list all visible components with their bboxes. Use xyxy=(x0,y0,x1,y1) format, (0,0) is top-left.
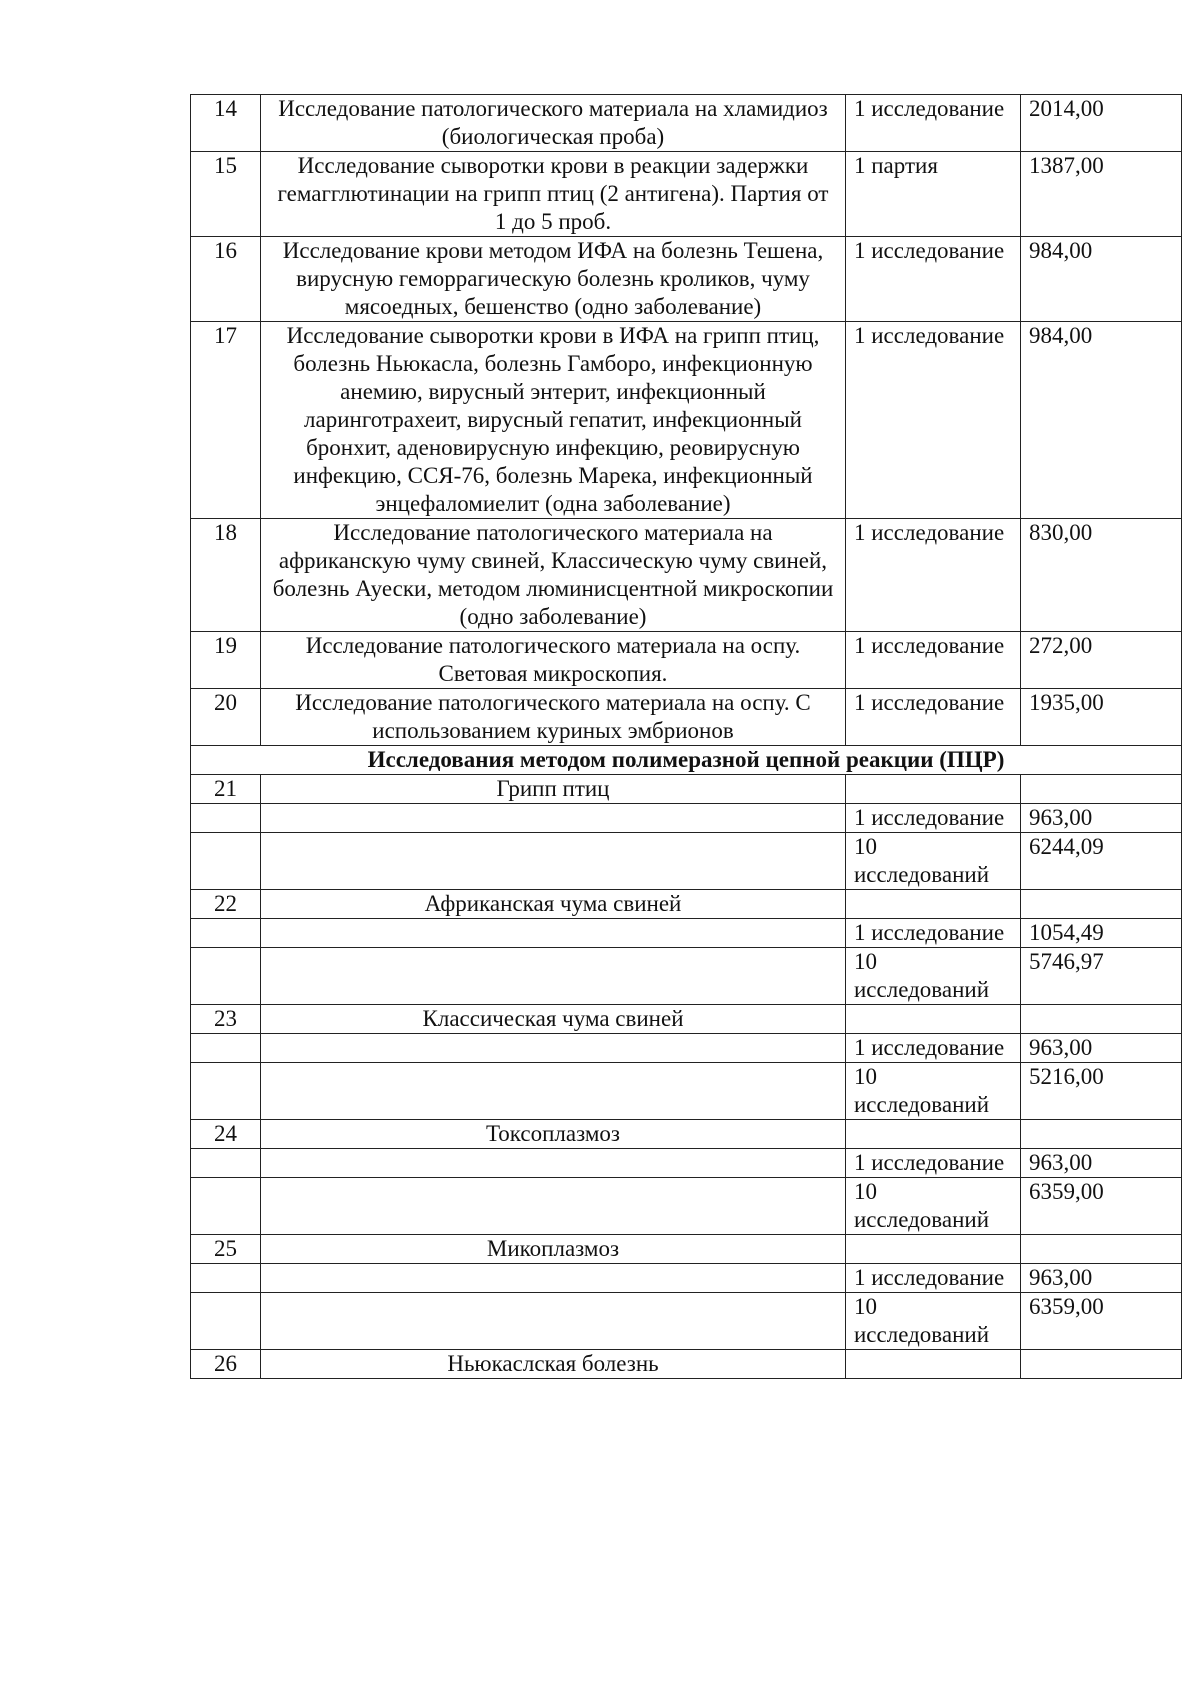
service-name: Исследование сыворотки крови в ИФА на грипп птиц, болезнь Ньюкасла, болезнь Гамборо, инфекционную анемию, вирусный энтерит, инфекционный ларинготрахеит, вирусный гепатит, инфекционный бронхит, аденовирусную инфекцию, реовирусную инфекцию, ССЯ-76, болезнь Марека, инфекционный энцефаломиелит (одна заболевание) xyxy=(261,322,846,519)
unit-of-measure xyxy=(846,775,1021,804)
price-value: 2014,00 xyxy=(1021,95,1182,152)
row-number: 16 xyxy=(191,237,261,322)
unit-of-measure: 1 исследование xyxy=(846,632,1021,689)
row-number xyxy=(191,948,261,1005)
row-number: 20 xyxy=(191,689,261,746)
service-name: Исследование крови методом ИФА на болезнь Тешена, вирусную геморрагическую болезнь кроликов, чуму мясоедных, бешенство (одно заболевание) xyxy=(261,237,846,322)
unit-of-measure xyxy=(846,1235,1021,1264)
price-value: 963,00 xyxy=(1021,804,1182,833)
unit-of-measure xyxy=(846,1005,1021,1034)
unit-of-measure: 1 партия xyxy=(846,152,1021,237)
table-row xyxy=(191,632,1182,689)
pcr-disease-row xyxy=(191,1350,1182,1379)
unit-of-measure xyxy=(846,890,1021,919)
pcr-price-row xyxy=(191,804,1182,833)
service-name xyxy=(261,1149,846,1178)
unit-of-measure: 1 исследование xyxy=(846,237,1021,322)
pcr-disease-row xyxy=(191,775,1182,804)
service-name xyxy=(261,1293,846,1350)
table-row xyxy=(191,689,1182,746)
service-name xyxy=(261,948,846,1005)
pcr-price-row xyxy=(191,1149,1182,1178)
table-row xyxy=(191,152,1182,237)
pcr-price-row xyxy=(191,948,1182,1005)
unit-of-measure: 1 исследование xyxy=(846,1149,1021,1178)
unit-of-measure: 1 исследование xyxy=(846,95,1021,152)
row-number: 18 xyxy=(191,519,261,632)
row-number: 21 xyxy=(191,775,261,804)
row-number xyxy=(191,1264,261,1293)
section-heading-row xyxy=(191,746,1182,775)
service-name: Исследование сыворотки крови в реакции задержки гемагглютинации на грипп птиц (2 антигена). Партия от 1 до 5 проб. xyxy=(261,152,846,237)
service-name: Исследование патологического материала на оспу. С использованием куриных эмбрионов xyxy=(261,689,846,746)
row-number xyxy=(191,919,261,948)
service-name: Исследование патологического материала на хламидиоз (биологическая проба) xyxy=(261,95,846,152)
pcr-disease-row xyxy=(191,1235,1182,1264)
price-value: 5746,97 xyxy=(1021,948,1182,1005)
table-row xyxy=(191,95,1182,152)
pcr-price-row xyxy=(191,833,1182,890)
row-number: 17 xyxy=(191,322,261,519)
price-value xyxy=(1021,775,1182,804)
pcr-price-row xyxy=(191,1034,1182,1063)
unit-of-measure: 1 исследование xyxy=(846,519,1021,632)
row-number xyxy=(191,833,261,890)
pcr-price-row xyxy=(191,919,1182,948)
price-value xyxy=(1021,1350,1182,1379)
row-number: 14 xyxy=(191,95,261,152)
table-row xyxy=(191,322,1182,519)
service-name xyxy=(261,1034,846,1063)
row-number: 23 xyxy=(191,1005,261,1034)
table-body-main xyxy=(191,95,1182,775)
unit-of-measure xyxy=(846,1120,1021,1149)
pcr-price-row xyxy=(191,1264,1182,1293)
price-value: 963,00 xyxy=(1021,1264,1182,1293)
unit-of-measure: 1 исследование xyxy=(846,804,1021,833)
pcr-price-row xyxy=(191,1293,1182,1350)
service-name: Классическая чума свиней xyxy=(261,1005,846,1034)
service-name xyxy=(261,1178,846,1235)
unit-of-measure: 1 исследование xyxy=(846,689,1021,746)
service-name xyxy=(261,919,846,948)
price-value: 963,00 xyxy=(1021,1034,1182,1063)
price-value: 6359,00 xyxy=(1021,1178,1182,1235)
row-number: 22 xyxy=(191,890,261,919)
price-value: 984,00 xyxy=(1021,322,1182,519)
row-number: 24 xyxy=(191,1120,261,1149)
row-number: 26 xyxy=(191,1350,261,1379)
pcr-price-row xyxy=(191,1178,1182,1235)
price-value xyxy=(1021,1005,1182,1034)
table-row xyxy=(191,519,1182,632)
unit-of-measure: 10 исследований xyxy=(846,833,1021,890)
unit-of-measure: 10 исследований xyxy=(846,1063,1021,1120)
service-name xyxy=(261,804,846,833)
row-number: 25 xyxy=(191,1235,261,1264)
price-value: 5216,00 xyxy=(1021,1063,1182,1120)
service-name: Исследование патологического материала на оспу. Световая микроскопия. xyxy=(261,632,846,689)
unit-of-measure: 10 исследований xyxy=(846,1178,1021,1235)
pcr-price-row xyxy=(191,1063,1182,1120)
service-name xyxy=(261,1264,846,1293)
row-number xyxy=(191,1178,261,1235)
unit-of-measure: 10 исследований xyxy=(846,1293,1021,1350)
unit-of-measure xyxy=(846,1350,1021,1379)
service-name: Микоплазмоз xyxy=(261,1235,846,1264)
pcr-disease-row xyxy=(191,1005,1182,1034)
service-name: Африканская чума свиней xyxy=(261,890,846,919)
price-value: 984,00 xyxy=(1021,237,1182,322)
unit-of-measure: 1 исследование xyxy=(846,322,1021,519)
price-value xyxy=(1021,1120,1182,1149)
price-value: 1054,49 xyxy=(1021,919,1182,948)
unit-of-measure: 1 исследование xyxy=(846,919,1021,948)
price-value xyxy=(1021,1235,1182,1264)
price-value: 963,00 xyxy=(1021,1149,1182,1178)
unit-of-measure: 10 исследований xyxy=(846,948,1021,1005)
price-value: 6359,00 xyxy=(1021,1293,1182,1350)
row-number xyxy=(191,1063,261,1120)
pcr-disease-row xyxy=(191,1120,1182,1149)
row-number xyxy=(191,1149,261,1178)
table-row xyxy=(191,237,1182,322)
price-value: 1387,00 xyxy=(1021,152,1182,237)
service-name: Токсоплазмоз xyxy=(261,1120,846,1149)
service-name: Грипп птиц xyxy=(261,775,846,804)
price-list-table xyxy=(190,94,1182,1379)
row-number xyxy=(191,804,261,833)
unit-of-measure: 1 исследование xyxy=(846,1264,1021,1293)
pcr-disease-row xyxy=(191,890,1182,919)
service-name xyxy=(261,833,846,890)
service-name: Ньюкаслская болезнь xyxy=(261,1350,846,1379)
table-body-pcr xyxy=(191,775,1182,1379)
unit-of-measure: 1 исследование xyxy=(846,1034,1021,1063)
section-heading-pcr: Исследования методом полимеразной цепной реакции (ПЦР) xyxy=(191,746,1182,775)
price-value: 6244,09 xyxy=(1021,833,1182,890)
service-name: Исследование патологического материала на африканскую чуму свиней, Классическую чуму свиней, болезнь Ауески, методом люминисцентной микроскопии (одно заболевание) xyxy=(261,519,846,632)
row-number: 19 xyxy=(191,632,261,689)
price-value xyxy=(1021,890,1182,919)
price-value: 830,00 xyxy=(1021,519,1182,632)
price-value: 1935,00 xyxy=(1021,689,1182,746)
row-number xyxy=(191,1293,261,1350)
price-value: 272,00 xyxy=(1021,632,1182,689)
row-number: 15 xyxy=(191,152,261,237)
service-name xyxy=(261,1063,846,1120)
row-number xyxy=(191,1034,261,1063)
